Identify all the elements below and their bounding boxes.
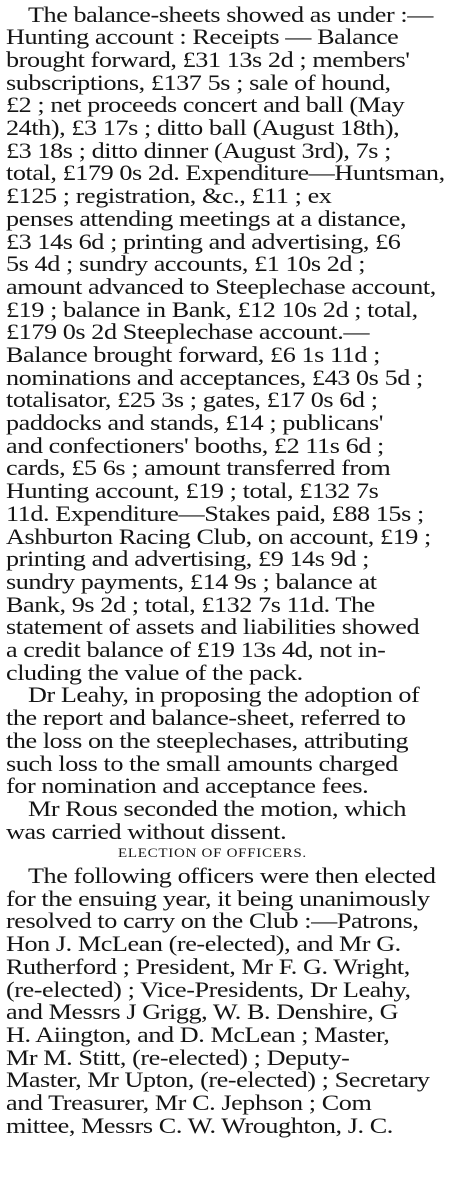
text-line: sundry payments, £14 9s ; balance at: [6, 570, 377, 594]
text-line: Mr Rous seconded the motion, which: [28, 797, 407, 821]
text-line: cluding the value of the pack.: [6, 661, 303, 685]
text-line: The following officers were then elected: [28, 864, 436, 888]
text-line: Hon J. McLean (re-elected), and Mr G.: [6, 932, 401, 956]
text-line: £3 18s ; ditto dinner (August 3rd), 7s ;: [6, 139, 391, 163]
text-line: paddocks and stands, £14 ; publicans': [6, 411, 384, 435]
text-line: nominations and acceptances, £43 0s 5d ;: [6, 366, 423, 390]
text-line: 24th), £3 17s ; ditto ball (August 18th),: [6, 116, 400, 140]
text-line: and Messrs J Grigg, W. B. Denshire, G: [6, 1000, 399, 1024]
text-line: brought forward, £31 13s 2d ; members': [6, 48, 410, 72]
text-line: was carried without dissent.: [6, 820, 287, 844]
text-line: amount advanced to Steeplechase account,: [6, 275, 436, 299]
text-line: the report and balance-sheet, referred to: [6, 706, 406, 730]
text-line: Rutherford ; President, Mr F. G. Wright,: [6, 955, 410, 979]
text-line: cards, £5 6s ; amount transferred from: [6, 456, 391, 480]
text-line: Master, Mr Upton, (re-elected) ; Secretary: [6, 1068, 430, 1092]
text-line: for the ensuing year, it being unanimously: [6, 887, 430, 911]
text-line: The balance-sheets showed as under :—: [28, 3, 434, 27]
text-line: subscriptions, £137 5s ; sale of hound,: [6, 71, 391, 95]
text-line: H. Aiington, and D. McLean ; Master,: [6, 1023, 390, 1047]
text-line: (re-elected) ; Vice-Presidents, Dr Leahy,: [6, 978, 411, 1002]
text-line: Hunting account, £19 ; total, £132 7s: [6, 479, 379, 503]
text-line: and Treasurer, Mr C. Jephson ; Com: [6, 1091, 372, 1115]
text-line: and confectioners' booths, £2 11s 6d ;: [6, 434, 384, 458]
text-line: Dr Leahy, in proposing the adoption of: [28, 683, 420, 707]
text-line: £2 ; net proceeds concert and ball (May: [6, 93, 405, 117]
text-line: statement of assets and liabilities showed: [6, 615, 420, 639]
text-line: a credit balance of £19 13s 4d, not in-: [6, 638, 386, 662]
text-line: 5s 4d ; sundry accounts, £1 10s 2d ;: [6, 252, 366, 276]
text-line: such loss to the small amounts charged: [6, 752, 398, 776]
section-heading: ELECTION OF OFFICERS.: [118, 846, 307, 860]
text-line: £19 ; balance in Bank, £12 10s 2d ; total,: [6, 298, 418, 322]
text-line: £179 0s 2d Steeplechase account.—: [6, 320, 370, 344]
text-line: £125 ; registration, &c., £11 ; ex: [6, 184, 332, 208]
text-line: the loss on the steeplechases, attributing: [6, 729, 409, 753]
text-line: Ashburton Racing Club, on account, £19 ;: [6, 525, 431, 549]
text-line: for nomination and acceptance fees.: [6, 774, 369, 798]
text-line: printing and advertising, £9 14s 9d ;: [6, 547, 369, 571]
text-line: Bank, 9s 2d ; total, £132 7s 11d. The: [6, 593, 375, 617]
text-line: 11d. Expenditure—Stakes paid, £88 15s ;: [6, 502, 424, 526]
text-line: totalisator, £25 3s ; gates, £17 0s 6d ;: [6, 388, 378, 412]
text-line: Balance brought forward, £6 1s 11d ;: [6, 343, 380, 367]
text-line: Hunting account : Receipts — Balance: [6, 25, 399, 49]
text-line: penses attending meetings at a distance,: [6, 207, 407, 231]
text-line: total, £179 0s 2d. Expenditure—Huntsman,: [6, 161, 445, 185]
text-line: £3 14s 6d ; printing and advertising, £6: [6, 230, 401, 254]
text-line: resolved to carry on the Club :—Patrons,: [6, 909, 419, 933]
text-line: Mr M. Stitt, (re-elected) ; Deputy-: [6, 1046, 350, 1070]
text-line: mittee, Messrs C. W. Wroughton, J. C.: [6, 1114, 393, 1138]
